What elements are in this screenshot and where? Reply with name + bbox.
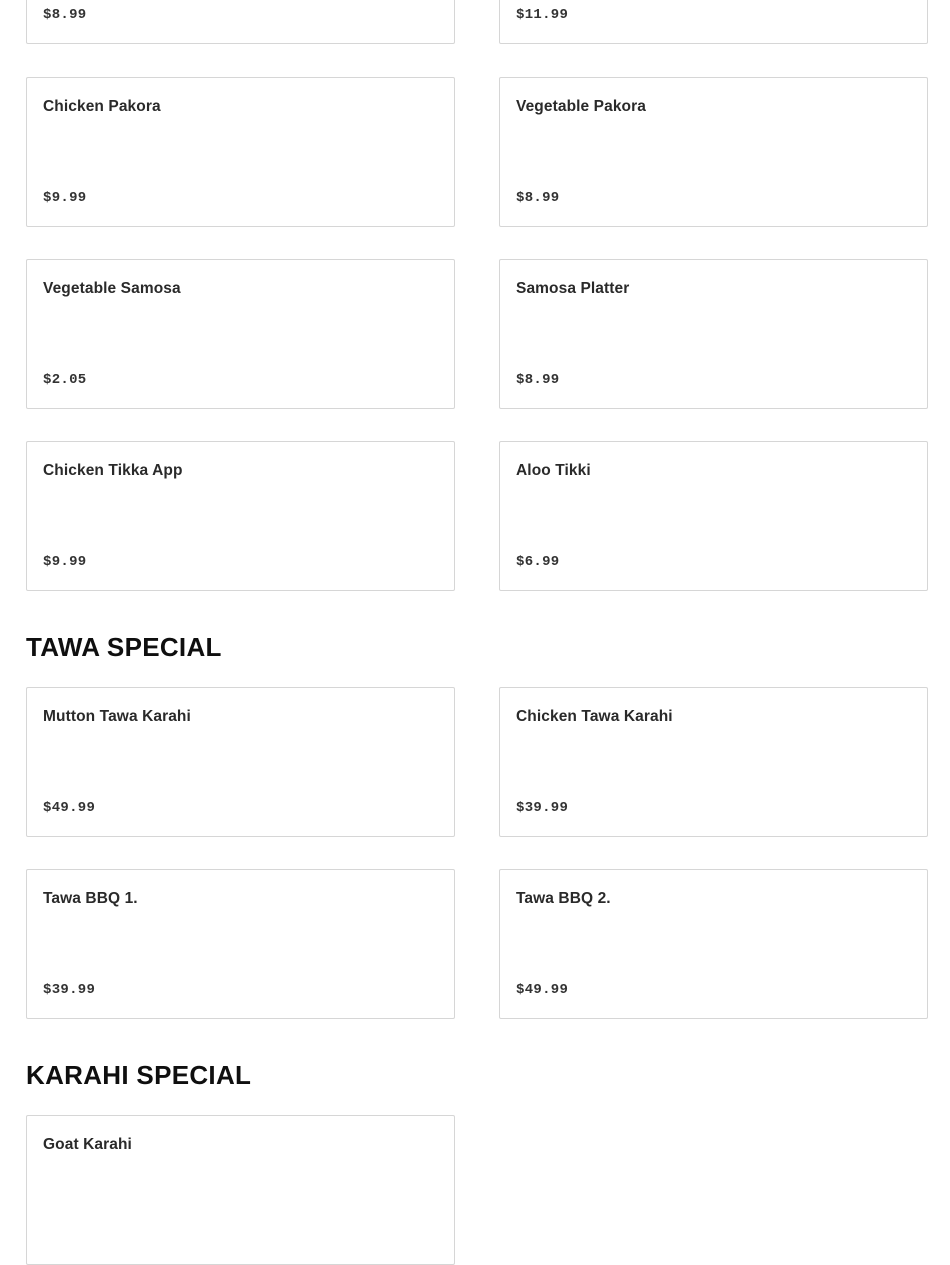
- menu-item-card[interactable]: [26, 1115, 455, 1265]
- section-title: KARAHI SPECIAL: [26, 1060, 252, 1090]
- menu-item-price: $49.99: [43, 800, 96, 816]
- menu-item-card[interactable]: [26, 259, 455, 409]
- menu-item-name: Chicken Pakora: [43, 98, 161, 115]
- menu-item-card[interactable]: [26, 869, 455, 1019]
- menu-item-card[interactable]: [499, 869, 928, 1019]
- menu-item-name: Vegetable Samosa: [43, 280, 181, 297]
- menu-item-card[interactable]: [499, 77, 928, 227]
- section-title: TAWA SPECIAL: [26, 632, 222, 662]
- menu-item-card[interactable]: [26, 77, 455, 227]
- menu-item-price: $8.99: [516, 190, 560, 206]
- menu-item-name: Samosa Platter: [516, 280, 630, 297]
- menu-item-price: $9.99: [43, 190, 87, 206]
- menu-item-price: $2.05: [43, 372, 87, 388]
- menu-item-card[interactable]: [499, 441, 928, 591]
- menu-item-name: Vegetable Pakora: [516, 98, 646, 115]
- menu-item-price: $8.99: [516, 372, 560, 388]
- menu-item-price: $39.99: [43, 982, 96, 998]
- menu-item-name: Aloo Tikki: [516, 462, 591, 479]
- menu-item-card[interactable]: [499, 259, 928, 409]
- menu-item-name: Mutton Tawa Karahi: [43, 708, 191, 725]
- menu-item-price: $8.99: [43, 7, 87, 23]
- menu-item-price: $49.99: [516, 982, 569, 998]
- menu-item-card[interactable]: [26, 0, 455, 44]
- menu-item-name: Goat Karahi: [43, 1136, 132, 1153]
- menu-item-price: $11.99: [516, 7, 569, 23]
- menu-item-name: Chicken Tikka App: [43, 462, 183, 479]
- menu-item-price: $9.99: [43, 554, 87, 570]
- menu-item-card[interactable]: [499, 687, 928, 837]
- menu-item-name: Tawa BBQ 2.: [516, 890, 611, 907]
- menu-item-name: Tawa BBQ 1.: [43, 890, 138, 907]
- menu-item-card[interactable]: [26, 441, 455, 591]
- menu-item-card[interactable]: [499, 0, 928, 44]
- menu-item-card[interactable]: [26, 687, 455, 837]
- menu-item-name: Chicken Tawa Karahi: [516, 708, 673, 725]
- menu-item-price: $6.99: [516, 554, 560, 570]
- menu-item-price: $39.99: [516, 800, 569, 816]
